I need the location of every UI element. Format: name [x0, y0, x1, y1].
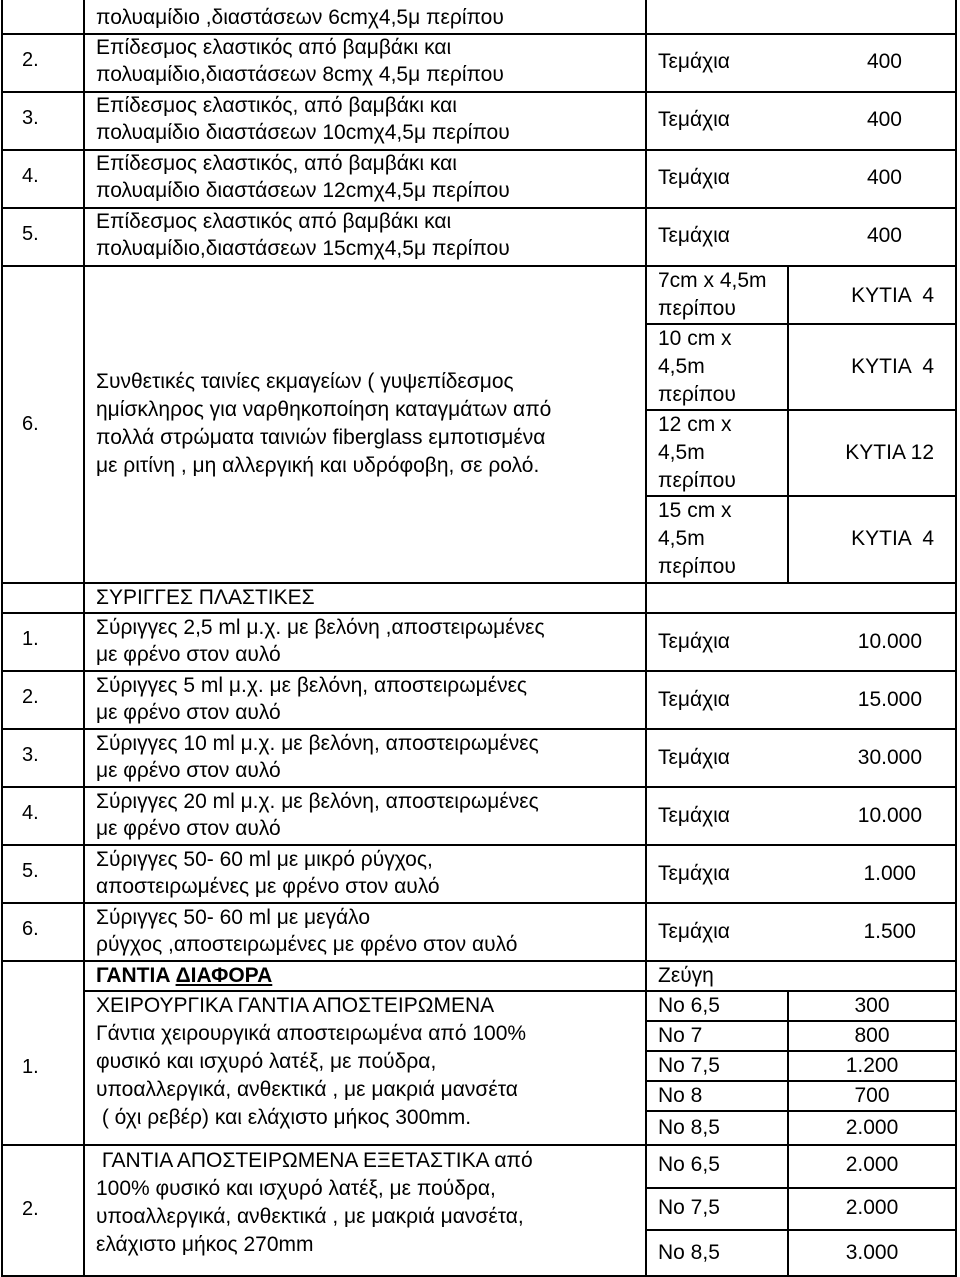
- row-number: 1.: [22, 1056, 39, 1078]
- glove-quantity: 2.000: [845, 1153, 899, 1176]
- row-description-line: πολυαμίδιο,διαστάσεων 15cmχ4,5μ περίπου: [96, 237, 510, 260]
- row-description-line: πολυαμίδιο διαστάσεων 10cmχ4,5μ περίπου: [96, 121, 510, 144]
- row-unit: Τεμάχια: [658, 50, 730, 73]
- size-row-line: [645, 409, 957, 411]
- row-number: 4.: [22, 802, 39, 824]
- row-number: 5.: [22, 860, 39, 882]
- row-description-line: με φρένο στον αυλό: [96, 643, 281, 666]
- row-line: [1, 844, 957, 846]
- size-row-line: [645, 323, 957, 325]
- size-label-line: 4,5m: [658, 527, 705, 550]
- row-description-line: με φρένο στον αυλό: [96, 817, 281, 840]
- glove-quantity: 800: [854, 1024, 890, 1047]
- row-unit: Τεμάχια: [658, 166, 730, 189]
- size-label-line: 10 cm x: [658, 327, 732, 350]
- row-description-line: Σύριγγες 20 ml μ.χ. με βελόνη, αποστειρωμένες: [96, 790, 539, 813]
- row-description-line: υποαλλεργικά, ανθεκτικά , με μακριά μανσέτα,: [96, 1205, 524, 1228]
- row-quantity: 400: [866, 50, 902, 73]
- row-line: [1, 960, 957, 962]
- table-border-left: [1, 0, 3, 1277]
- row-description-line: πολλά στρώματα ταινιών fiberglass εμποτισμένα: [96, 426, 546, 449]
- row-description-line: φυσικό και ισχυρό λατέξ, με πούδρα,: [96, 1050, 437, 1073]
- row-unit: Τεμάχια: [658, 862, 730, 885]
- glove-quantity: 700: [854, 1084, 890, 1107]
- unit-header: Ζεύγη: [658, 964, 714, 987]
- row-description-line: ΓΑΝΤΙΑ ΑΠΟΣΤΕΙΡΩΜΕΝΑ ΕΞΕΤΑΣΤΙΚΑ από: [96, 1149, 533, 1172]
- row-line: [1, 582, 957, 584]
- row-unit: Τεμάχια: [658, 804, 730, 827]
- row-number: 2.: [22, 686, 39, 708]
- row-line: [1, 902, 957, 904]
- glove-quantity: 300: [854, 994, 890, 1017]
- row-description-line: ( όχι ρεβέρ) και ελάχιστο μήκος 300mm.: [96, 1106, 472, 1129]
- row-unit: Τεμάχια: [658, 746, 730, 769]
- row-number: 3.: [22, 107, 39, 129]
- section-title: ΣΥΡΙΓΓΕΣ ΠΛΑΣΤΙΚΕΣ: [96, 586, 315, 609]
- row-description-line: Σύριγγες 5 ml μ.χ. με βελόνη, αποστειρωμένες: [96, 674, 528, 697]
- row-line: [1, 786, 957, 788]
- row-description-line: Επίδεσμος ελαστικός, από βαμβάκι και: [96, 152, 457, 175]
- size-quantity: ΚΥΤΙΑ 4: [851, 527, 934, 550]
- glove-size-line: [645, 1080, 957, 1082]
- row-quantity: 10.000: [857, 804, 922, 827]
- row-number: 1.: [22, 628, 39, 650]
- row-description-line: με φρένο στον αυλό: [96, 759, 281, 782]
- size-quantity: ΚΥΤΙΑ 4: [851, 284, 934, 307]
- glove-size-line: [645, 1110, 957, 1112]
- row-number: 2.: [22, 49, 39, 71]
- row-quantity: 400: [866, 108, 902, 131]
- glove-size: No 6,5: [658, 994, 720, 1017]
- row-unit: Τεμάχια: [658, 688, 730, 711]
- size-label-line: 7cm x 4,5m: [658, 269, 767, 292]
- row-description-line: πολυαμίδιο ,διαστάσεων 6cmχ4,5μ περίπου: [96, 6, 504, 29]
- glove-size-line: [645, 1229, 957, 1231]
- glove-size-line: [645, 1050, 957, 1052]
- section-title-underlined: ΔΙΑΦΟΡΑ: [175, 964, 273, 987]
- row-description-line: Σύριγγες 50- 60 ml με μικρό ρύγχος,: [96, 848, 433, 871]
- row-description-line: Συνθετικές ταινίες εκμαγείων ( γυψεπίδεσμος: [96, 370, 514, 393]
- size-label-line: 12 cm x: [658, 413, 732, 436]
- size-label-line: 4,5m: [658, 441, 705, 464]
- row-quantity: 10.000: [857, 630, 922, 653]
- row-number: 3.: [22, 744, 39, 766]
- section-title: [96, 963, 272, 989]
- size-column-divider: [787, 265, 789, 582]
- size-quantity: ΚΥΤΙΑ 4: [851, 355, 934, 378]
- size-label-line: 4,5m: [658, 355, 705, 378]
- column-divider-number: [83, 0, 85, 1277]
- glove-size: No 7: [658, 1024, 703, 1047]
- row-description-line: Επίδεσμος ελαστικός από βαμβάκι και: [96, 36, 452, 59]
- row-description-line: ΧΕΙΡΟΥΡΓΙΚΑ ΓΑΝΤΙΑ ΑΠΟΣΤΕΙΡΩΜΕΝΑ: [96, 994, 495, 1017]
- row-quantity: 400: [866, 224, 902, 247]
- row-description-line: με ριτίνη , μη αλλεργική και υδρόφοβη, σε ρολό.: [96, 454, 540, 477]
- row-quantity: 400: [866, 166, 902, 189]
- glove-size-line: [645, 1187, 957, 1189]
- row-unit: Τεμάχια: [658, 920, 730, 943]
- glove-size: No 8,5: [658, 1241, 720, 1264]
- row-description-line: ρύγχος ,αποστειρωμένες με φρένο στον αυλό: [96, 933, 518, 956]
- row-number: 2.: [22, 1198, 39, 1220]
- size-quantity: ΚΥΤΙΑ 12: [845, 441, 934, 464]
- row-description-line: Επίδεσμος ελαστικός από βαμβάκι και: [96, 210, 452, 233]
- size-label-line: περίπου: [658, 555, 736, 578]
- row-description-line: Σύριγγες 10 ml μ.χ. με βελόνη, αποστειρωμένες: [96, 732, 539, 755]
- row-unit: Τεμάχια: [658, 108, 730, 131]
- row-description-line: αποστειρωμένες με φρένο στον αυλό: [96, 875, 440, 898]
- glove-quantity: 3.000: [845, 1241, 899, 1264]
- glove-size: No 7,5: [658, 1054, 720, 1077]
- row-description-line: πολυαμίδιο,διαστάσεων 8cmχ 4,5μ περίπου: [96, 63, 504, 86]
- row-description-line: ημίσκληρος για ναρθηκοποίηση καταγμάτων από: [96, 398, 552, 421]
- row-unit: Τεμάχια: [658, 224, 730, 247]
- row-line: [1, 1144, 957, 1146]
- row-line: [1, 612, 957, 614]
- row-line: [1, 265, 957, 267]
- glove-size-line: [645, 1020, 957, 1022]
- row-description-line: πολυαμίδιο διαστάσεων 12cmχ4,5μ περίπου: [96, 179, 510, 202]
- row-line: [1, 728, 957, 730]
- section-title-prefix: ΓΑΝΤΙΑ: [96, 964, 176, 987]
- column-divider-description: [645, 0, 647, 1277]
- row-number: 5.: [22, 223, 39, 245]
- row-number: 4.: [22, 165, 39, 187]
- size-label-line: περίπου: [658, 383, 736, 406]
- glove-quantity: 1.200: [845, 1054, 899, 1077]
- size-label-line: περίπου: [658, 297, 736, 320]
- row-quantity: 15.000: [857, 688, 922, 711]
- glove-size: No 8: [658, 1084, 703, 1107]
- size-row-line: [645, 495, 957, 497]
- row-description-line: Γάντια χειρουργικά αποστειρωμένα από 100%: [96, 1022, 527, 1045]
- row-quantity: 30.000: [857, 746, 922, 769]
- row-line: [1, 670, 957, 672]
- row-line: [83, 990, 957, 992]
- row-description-line: με φρένο στον αυλό: [96, 701, 281, 724]
- glove-size: No 6,5: [658, 1153, 720, 1176]
- glove-size: No 7,5: [658, 1196, 720, 1219]
- row-description-line: Σύριγγες 50- 60 ml με μεγάλο: [96, 906, 371, 929]
- row-unit: Τεμάχια: [658, 630, 730, 653]
- row-description-line: ελάχιστο μήκος 270mm: [96, 1233, 314, 1256]
- row-number: 6.: [22, 413, 39, 435]
- row-description-line: υποαλλεργικά, ανθεκτικά , με μακριά μανσέτα: [96, 1078, 518, 1101]
- size-label-line: περίπου: [658, 469, 736, 492]
- size-label-line: 15 cm x: [658, 499, 732, 522]
- row-quantity: 1.000: [863, 862, 916, 885]
- glove-quantity: 2.000: [845, 1196, 899, 1219]
- glove-quantity: 2.000: [845, 1116, 899, 1139]
- row-description-line: 100% φυσικό και ισχυρό λατέξ, με πούδρα,: [96, 1177, 496, 1200]
- glove-size: No 8,5: [658, 1116, 720, 1139]
- row-quantity: 1.500: [863, 920, 916, 943]
- row-number: 6.: [22, 918, 39, 940]
- row-description-line: Σύριγγες 2,5 ml μ.χ. με βελόνη ,αποστειρωμένες: [96, 616, 545, 639]
- row-description-line: Επίδεσμος ελαστικός, από βαμβάκι και: [96, 94, 457, 117]
